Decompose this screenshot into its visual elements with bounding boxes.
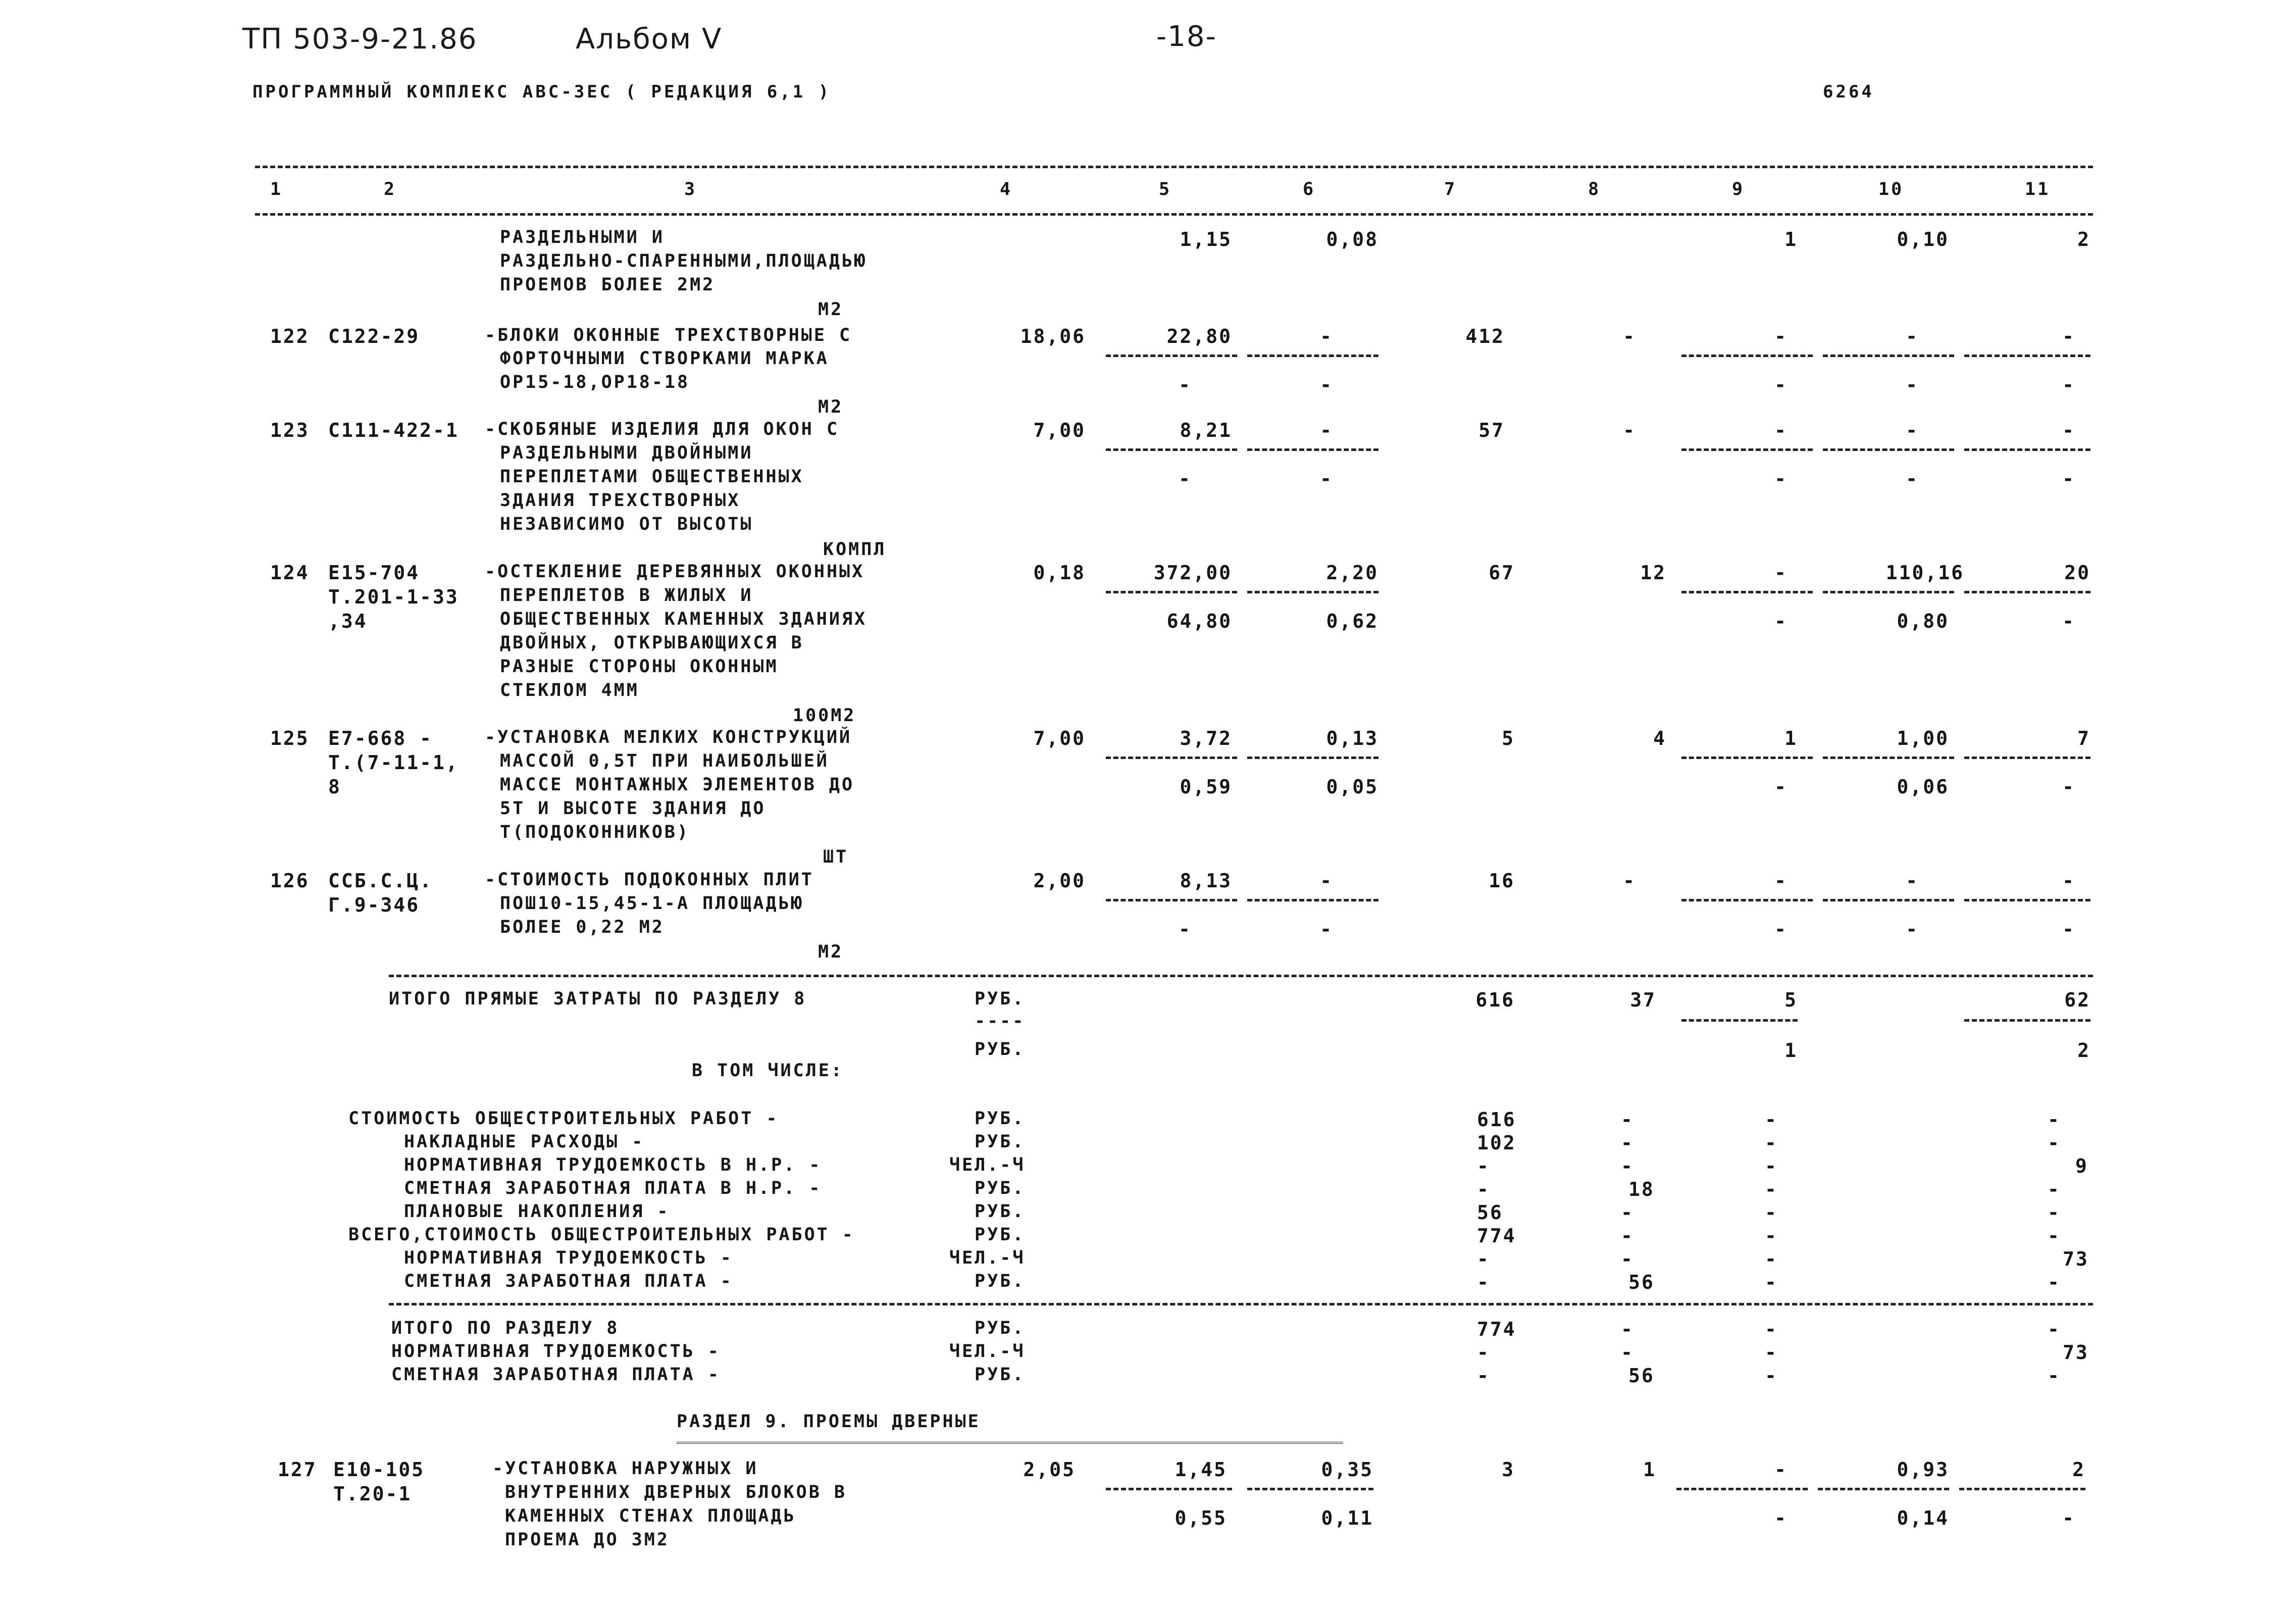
cell-c5b: 64,80 xyxy=(1166,610,1232,632)
breakdown-unit: РУБ. xyxy=(975,1178,1026,1198)
row-code-line: Т.201-1-33 xyxy=(328,586,459,608)
col-header-11: 11 xyxy=(2025,179,2051,199)
row-number: 124 xyxy=(270,562,310,584)
cell-c10: 110,16 xyxy=(1885,562,1964,584)
row-desc-line: НЕЗАВИСИМО ОТ ВЫСОТЫ xyxy=(500,514,753,534)
cell-c4: 18,06 xyxy=(1020,325,1086,347)
cell-divider xyxy=(1823,448,1954,451)
col-header-9: 9 xyxy=(1732,179,1745,199)
cell-c9: 1 xyxy=(1784,228,1798,250)
section-total-c9: - xyxy=(1765,1341,1778,1364)
totals-rule xyxy=(389,975,2093,977)
cell-c10: 0,93 xyxy=(1897,1458,1949,1481)
row-desc-line: ВНУТРЕННИХ ДВЕРНЫХ БЛОКОВ В xyxy=(505,1482,847,1502)
cell-c7: 5 xyxy=(1502,727,1515,749)
cell-c5b: 0,59 xyxy=(1180,776,1232,798)
breakdown-label: НОРМАТИВНАЯ ТРУДОЕМКОСТЬ - xyxy=(404,1248,733,1268)
row-desc-line: РАЗНЫЕ СТОРОНЫ ОКОННЫМ xyxy=(500,657,779,677)
cell-divider xyxy=(1823,591,1954,593)
row-desc-line: Т(ПОДОКОННИКОВ) xyxy=(500,822,690,842)
row-desc-line: ЗДАНИЯ ТРЕХСТВОРНЫХ xyxy=(500,490,741,511)
cell-c8: - xyxy=(1623,870,1636,892)
cell-c6b: - xyxy=(1320,918,1333,940)
row-unit: М2 xyxy=(818,299,844,320)
cell-divider xyxy=(1964,591,2090,593)
breakdown-label: ВСЕГО,СТОИМОСТЬ ОБЩЕСТРОИТЕЛЬНЫХ РАБОТ - xyxy=(348,1225,855,1245)
row-desc-line: ФОРТОЧНЫМИ СТВОРКАМИ МАРКА xyxy=(500,348,829,369)
cell-c10: - xyxy=(1906,419,1919,441)
row-desc-line: -УСТАНОВКА МЕЛКИХ КОНСТРУКЦИЙ xyxy=(485,727,852,747)
breakdown-c8: 18 xyxy=(1628,1178,1655,1200)
cell-c11: - xyxy=(2062,419,2075,441)
direct-c7: 616 xyxy=(1475,989,1515,1011)
col-header-7: 7 xyxy=(1444,179,1457,199)
breakdown-c7: - xyxy=(1477,1178,1490,1200)
row-code: ССБ.С.Ц. xyxy=(328,870,433,892)
cell-divider xyxy=(1247,591,1379,593)
row-desc-line: ПОШ10-15,45-1-А ПЛОЩАДЬЮ xyxy=(500,893,804,914)
cell-divider xyxy=(1818,1488,1949,1490)
row-unit: КОМПЛ xyxy=(823,539,887,560)
document-code: ТП 503-9-21.86 xyxy=(242,23,478,56)
section-total-c8: - xyxy=(1621,1318,1634,1340)
row-code-line: ,34 xyxy=(328,610,368,632)
row-desc-line: -СКОБЯНЫЕ ИЗДЕЛИЯ ДЛЯ ОКОН С xyxy=(485,419,840,439)
section-total-c9: - xyxy=(1765,1318,1778,1340)
cell-c9: - xyxy=(1774,325,1788,347)
breakdown-c9: - xyxy=(1765,1225,1778,1247)
breakdown-c8: - xyxy=(1621,1132,1634,1154)
cell-c5b: - xyxy=(1179,468,1192,490)
cell-c9b: - xyxy=(1774,776,1788,798)
page-number: -18- xyxy=(1156,20,1217,53)
cell-c6b: - xyxy=(1320,468,1333,490)
row-desc-line: -УСТАНОВКА НАРУЖНЫХ И xyxy=(492,1458,758,1479)
cell-c5b: - xyxy=(1179,918,1192,940)
row-desc-line: 5Т И ВЫСОТЕ ЗДАНИЯ ДО xyxy=(500,798,766,819)
cell-c9b: - xyxy=(1774,468,1788,490)
direct-costs-label: ИТОГО ПРЯМЫЕ ЗАТРАТЫ ПО РАЗДЕЛУ 8 xyxy=(389,989,807,1009)
breakdown-c11: - xyxy=(2048,1132,2061,1154)
breakdown-c8: - xyxy=(1621,1248,1634,1270)
cell-divider xyxy=(1681,899,1813,901)
breakdown-c7: - xyxy=(1477,1155,1490,1177)
cell-c4: 0,18 xyxy=(1033,562,1086,584)
row-unit: 100М2 xyxy=(793,706,856,726)
including-label: В ТОМ ЧИСЛЕ: xyxy=(692,1061,844,1081)
program-label: ПРОГРАММНЫЙ КОМПЛЕКС АВС-3ЕС ( РЕДАКЦИЯ 6,1 ) xyxy=(252,82,832,102)
cell-c10: 0,10 xyxy=(1897,228,1949,250)
row-desc-line: БОЛЕЕ 0,22 М2 xyxy=(500,917,665,937)
row-code: Е15-704 xyxy=(328,562,420,584)
breakdown-c11: - xyxy=(2048,1109,2061,1131)
cell-c4: 2,05 xyxy=(1023,1458,1076,1481)
section-total-c11: - xyxy=(2048,1365,2061,1387)
cell-c5b: - xyxy=(1179,374,1192,396)
cell-divider xyxy=(1106,591,1237,593)
cell-c10: - xyxy=(1906,870,1919,892)
row-number: 123 xyxy=(270,419,310,441)
cell-c6: 0,35 xyxy=(1321,1458,1373,1481)
cell-c7: 57 xyxy=(1478,419,1505,441)
breakdown-label: СМЕТНАЯ ЗАРАБОТНАЯ ПЛАТА В Н.Р. - xyxy=(404,1178,822,1198)
cell-c10: 1,00 xyxy=(1897,727,1949,749)
breakdown-unit: РУБ. xyxy=(975,1109,1026,1129)
direct-costs-unit-2: РУБ. xyxy=(975,1039,1026,1060)
cell-divider xyxy=(1106,757,1237,759)
cell-c6b: - xyxy=(1320,374,1333,396)
breakdown-label: СТОИМОСТЬ ОБЩЕСТРОИТЕЛЬНЫХ РАБОТ - xyxy=(348,1109,779,1129)
row-desc-line: МАССЕ МОНТАЖНЫХ ЭЛЕМЕНТОВ ДО xyxy=(500,775,855,795)
breakdown-c9: - xyxy=(1765,1201,1778,1224)
cell-c7: 3 xyxy=(1502,1458,1515,1481)
row-code-line: Т.(7-11-1, xyxy=(328,751,459,774)
row-number: 126 xyxy=(270,870,310,892)
cell-c9: - xyxy=(1774,1458,1788,1481)
cell-c8: 4 xyxy=(1653,727,1666,749)
row-desc-line: КАМЕННЫХ СТЕНАХ ПЛОЩАДЬ xyxy=(505,1506,796,1526)
breakdown-c11: - xyxy=(2048,1271,2061,1293)
section-total-c7: 774 xyxy=(1477,1318,1516,1340)
cell-divider xyxy=(1106,355,1237,357)
cell-c11b: - xyxy=(2062,468,2075,490)
breakdown-c8: - xyxy=(1621,1201,1634,1224)
section-heading-underline xyxy=(677,1442,1343,1447)
section-total-c8: - xyxy=(1621,1341,1634,1364)
breakdown-label: СМЕТНАЯ ЗАРАБОТНАЯ ПЛАТА - xyxy=(404,1271,733,1291)
col-header-6: 6 xyxy=(1303,179,1316,199)
cell-c5b: 0,55 xyxy=(1175,1507,1227,1529)
row-desc-line: РАЗДЕЛЬНО-СПАРЕННЫМИ,ПЛОЩАДЬЮ xyxy=(500,251,868,271)
row-desc-line: МАССОЙ 0,5Т ПРИ НАИБОЛЬШЕЙ xyxy=(500,751,829,771)
cell-c9b: - xyxy=(1774,610,1788,632)
cell-c7: 16 xyxy=(1489,870,1515,892)
breakdown-c11: 73 xyxy=(2063,1248,2089,1270)
cell-c11b: - xyxy=(2062,918,2075,940)
cell-c7: 67 xyxy=(1489,562,1515,584)
breakdown-c11: 9 xyxy=(2075,1155,2088,1177)
cell-c9: - xyxy=(1774,870,1788,892)
breakdown-c7: 616 xyxy=(1477,1109,1516,1131)
cell-c6: 2,20 xyxy=(1326,562,1379,584)
cell-c6: - xyxy=(1320,419,1333,441)
section-total-c11: 73 xyxy=(2063,1341,2089,1364)
cell-c11: 20 xyxy=(2064,562,2090,584)
row-unit: М2 xyxy=(818,397,844,417)
cell-divider xyxy=(1681,757,1813,759)
cell-c5: 3,72 xyxy=(1180,727,1232,749)
row-code: Е10-105 xyxy=(333,1458,425,1481)
row-desc-line: ОР15-18,ОР18-18 xyxy=(500,372,690,392)
cell-divider xyxy=(1247,899,1379,901)
cell-c5: 22,80 xyxy=(1166,325,1232,347)
cell-c10b: - xyxy=(1906,468,1919,490)
breakdown-unit: РУБ. xyxy=(975,1225,1026,1245)
row-desc-line: ПРОЕМА ДО 3М2 xyxy=(505,1530,670,1550)
direct-c8: 37 xyxy=(1630,989,1656,1011)
breakdown-c8: - xyxy=(1621,1109,1634,1131)
row-code: С111-422-1 xyxy=(328,419,459,441)
header-rule-top xyxy=(255,166,2093,168)
album-label: Альбом V xyxy=(576,23,723,56)
section-total-c8: 56 xyxy=(1628,1365,1655,1387)
row-desc-line: СТЕКЛОМ 4ММ xyxy=(500,680,639,700)
col-header-4: 4 xyxy=(1000,179,1013,199)
cell-divider xyxy=(1964,355,2090,357)
row-code-line: 8 xyxy=(328,776,341,798)
breakdown-c9: - xyxy=(1765,1178,1778,1200)
cell-divider xyxy=(1964,899,2090,901)
row-desc-line: -ОСТЕКЛЕНИЕ ДЕРЕВЯННЫХ ОКОННЫХ xyxy=(485,562,865,582)
direct-c11b: 2 xyxy=(2077,1039,2090,1062)
cell-divider xyxy=(1676,1488,1808,1490)
breakdown-c9: - xyxy=(1765,1155,1778,1177)
row-code-line: Т.20-1 xyxy=(333,1483,412,1505)
cell-c9b: - xyxy=(1774,1507,1788,1529)
section-total-c11: - xyxy=(2048,1318,2061,1340)
cell-divider xyxy=(1247,355,1379,357)
header-rule-bottom xyxy=(255,213,2093,216)
row-desc-line: -СТОИМОСТЬ ПОДОКОННЫХ ПЛИТ xyxy=(485,870,814,890)
row-desc-line: ПРОЕМОВ БОЛЕЕ 2М2 xyxy=(500,275,716,295)
row-desc-line: ПЕРЕПЛЕТОВ В ЖИЛЫХ И xyxy=(500,585,753,606)
cell-c9b: - xyxy=(1774,374,1788,396)
breakdown-c8: - xyxy=(1621,1225,1634,1247)
row-code-line: Г.9-346 xyxy=(328,894,420,916)
breakdown-c7: 102 xyxy=(1477,1132,1516,1154)
direct-costs-unit-dash: ---- xyxy=(975,1011,1026,1031)
breakdown-c9: - xyxy=(1765,1109,1778,1131)
row-desc-line: РАЗДЕЛЬНЫМИ И xyxy=(500,227,665,247)
cell-c9: 1 xyxy=(1784,727,1798,749)
direct-c11: 62 xyxy=(2064,989,2090,1011)
cell-c9b: - xyxy=(1774,918,1788,940)
breakdown-label: НОРМАТИВНАЯ ТРУДОЕМКОСТЬ В Н.Р. - xyxy=(404,1155,822,1175)
section-total-label: НОРМАТИВНАЯ ТРУДОЕМКОСТЬ - xyxy=(391,1341,721,1362)
cell-c11b: - xyxy=(2062,610,2075,632)
cell-c6b: 0,62 xyxy=(1326,610,1379,632)
cell-divider xyxy=(1959,1488,2085,1490)
section-total-label: СМЕТНАЯ ЗАРАБОТНАЯ ПЛАТА - xyxy=(391,1365,721,1385)
cell-c11: - xyxy=(2062,870,2075,892)
row-number: 127 xyxy=(278,1458,317,1481)
cell-divider xyxy=(1823,899,1954,901)
section-total-unit: РУБ. xyxy=(975,1365,1026,1385)
breakdown-label: НАКЛАДНЫЕ РАСХОДЫ - xyxy=(404,1132,645,1152)
section-total-c7: - xyxy=(1477,1341,1490,1364)
cell-divider xyxy=(1106,899,1237,901)
cell-c4: 7,00 xyxy=(1033,419,1086,441)
section-total-unit: РУБ. xyxy=(975,1318,1026,1338)
row-code: Е7-668 - xyxy=(328,727,433,749)
section-total-label: ИТОГО ПО РАЗДЕЛУ 8 xyxy=(391,1318,620,1338)
cell-c10: - xyxy=(1906,325,1919,347)
row-unit: ШТ xyxy=(823,847,849,867)
breakdown-c9: - xyxy=(1765,1248,1778,1270)
direct-costs-unit: РУБ. xyxy=(975,989,1026,1009)
breakdown-c8: 56 xyxy=(1628,1271,1655,1293)
cell-c11b: - xyxy=(2062,374,2075,396)
cell-c6b: 0,05 xyxy=(1326,776,1379,798)
cell-c6: - xyxy=(1320,870,1333,892)
cell-c8: 12 xyxy=(1640,562,1666,584)
breakdown-c11: - xyxy=(2048,1225,2061,1247)
cell-c11: 7 xyxy=(2077,727,2090,749)
cell-divider xyxy=(1681,355,1813,357)
breakdown-unit: РУБ. xyxy=(975,1271,1026,1291)
cell-c11b: - xyxy=(2062,776,2075,798)
cell-c5: 8,13 xyxy=(1180,870,1232,892)
cell-divider xyxy=(1964,448,2090,451)
cell-divider xyxy=(1106,1488,1232,1490)
cell-c8: - xyxy=(1623,419,1636,441)
cell-c9: - xyxy=(1774,419,1788,441)
section-totals-rule xyxy=(389,1303,2093,1305)
section-total-c9: - xyxy=(1765,1365,1778,1387)
breakdown-c11: - xyxy=(2048,1201,2061,1224)
cell-c6: - xyxy=(1320,325,1333,347)
cell-c5: 372,00 xyxy=(1153,562,1232,584)
row-desc-line: -БЛОКИ ОКОННЫЕ ТРЕХСТВОРНЫЕ С xyxy=(485,325,852,345)
cell-c8: 1 xyxy=(1643,1458,1656,1481)
cell-divider xyxy=(1681,591,1813,593)
section-heading: РАЗДЕЛ 9. ПРОЕМЫ ДВЕРНЫЕ xyxy=(677,1412,981,1432)
breakdown-c9: - xyxy=(1765,1132,1778,1154)
cell-c5: 8,21 xyxy=(1180,419,1232,441)
row-desc-line: ОБЩЕСТВЕННЫХ КАМЕННЫХ ЗДАНИЯХ xyxy=(500,609,868,629)
cell-c11: 2 xyxy=(2077,228,2090,250)
col-header-1: 1 xyxy=(270,179,283,199)
breakdown-unit: ЧЕЛ.-Ч xyxy=(949,1248,1026,1268)
cell-c11b: - xyxy=(2062,1507,2075,1529)
row-desc-line: ДВОЙНЫХ, ОТКРЫВАЮЩИХСЯ В xyxy=(500,633,804,653)
breakdown-c7: 774 xyxy=(1477,1225,1516,1247)
cell-divider xyxy=(1247,757,1379,759)
row-desc-line: РАЗДЕЛЬНЫМИ ДВОЙНЫМИ xyxy=(500,443,753,463)
cell-c5: 1,15 xyxy=(1180,228,1232,250)
section-total-unit: ЧЕЛ.-Ч xyxy=(949,1341,1026,1362)
cell-c10b: 0,80 xyxy=(1897,610,1949,632)
section-total-c7: - xyxy=(1477,1365,1490,1387)
row-unit: М2 xyxy=(818,942,844,962)
cell-divider xyxy=(1247,448,1379,451)
col-header-5: 5 xyxy=(1159,179,1172,199)
breakdown-c7: - xyxy=(1477,1248,1490,1270)
cell-divider xyxy=(1247,1488,1373,1490)
breakdown-c9: - xyxy=(1765,1271,1778,1293)
cell-c9: - xyxy=(1774,562,1788,584)
cell-divider xyxy=(1681,448,1813,451)
row-desc-line: ПЕРЕПЛЕТАМИ ОБЩЕСТВЕННЫХ xyxy=(500,467,804,487)
breakdown-c8: - xyxy=(1621,1155,1634,1177)
cell-divider xyxy=(1681,1019,1798,1022)
cell-c10b: 0,14 xyxy=(1897,1507,1949,1529)
cell-c10b: - xyxy=(1906,918,1919,940)
col-header-2: 2 xyxy=(384,179,397,199)
cell-divider xyxy=(1823,355,1954,357)
cell-c10b: 0,06 xyxy=(1897,776,1949,798)
breakdown-unit: РУБ. xyxy=(975,1132,1026,1152)
cell-c6b: 0,11 xyxy=(1321,1507,1373,1529)
cell-divider xyxy=(1964,757,2090,759)
row-code: С122-29 xyxy=(328,325,420,347)
cell-c4: 7,00 xyxy=(1033,727,1086,749)
cell-c6: 0,08 xyxy=(1326,228,1379,250)
breakdown-c7: - xyxy=(1477,1271,1490,1293)
row-number: 122 xyxy=(270,325,310,347)
cell-c10b: - xyxy=(1906,374,1919,396)
cell-c7: 412 xyxy=(1465,325,1505,347)
col-header-8: 8 xyxy=(1588,179,1601,199)
cell-divider xyxy=(1964,1019,2090,1022)
breakdown-c7: 56 xyxy=(1477,1201,1503,1224)
cell-c6: 0,13 xyxy=(1326,727,1379,749)
direct-c9: 5 xyxy=(1784,989,1798,1011)
col-header-10: 10 xyxy=(1878,179,1904,199)
col-header-3: 3 xyxy=(684,179,697,199)
cell-divider xyxy=(1106,448,1237,451)
cell-c8: - xyxy=(1623,325,1636,347)
cell-c4: 2,00 xyxy=(1033,870,1086,892)
cell-divider xyxy=(1823,757,1954,759)
direct-c9b: 1 xyxy=(1784,1039,1798,1062)
cell-c11: 2 xyxy=(2072,1458,2085,1481)
row-number: 125 xyxy=(270,727,310,749)
cell-c11: - xyxy=(2062,325,2075,347)
breakdown-unit: ЧЕЛ.-Ч xyxy=(949,1155,1026,1175)
cell-c5: 1,45 xyxy=(1175,1458,1227,1481)
breakdown-c11: - xyxy=(2048,1178,2061,1200)
breakdown-label: ПЛАНОВЫЕ НАКОПЛЕНИЯ - xyxy=(404,1201,670,1222)
doc-number: 6264 xyxy=(1823,82,1874,102)
breakdown-unit: РУБ. xyxy=(975,1201,1026,1222)
